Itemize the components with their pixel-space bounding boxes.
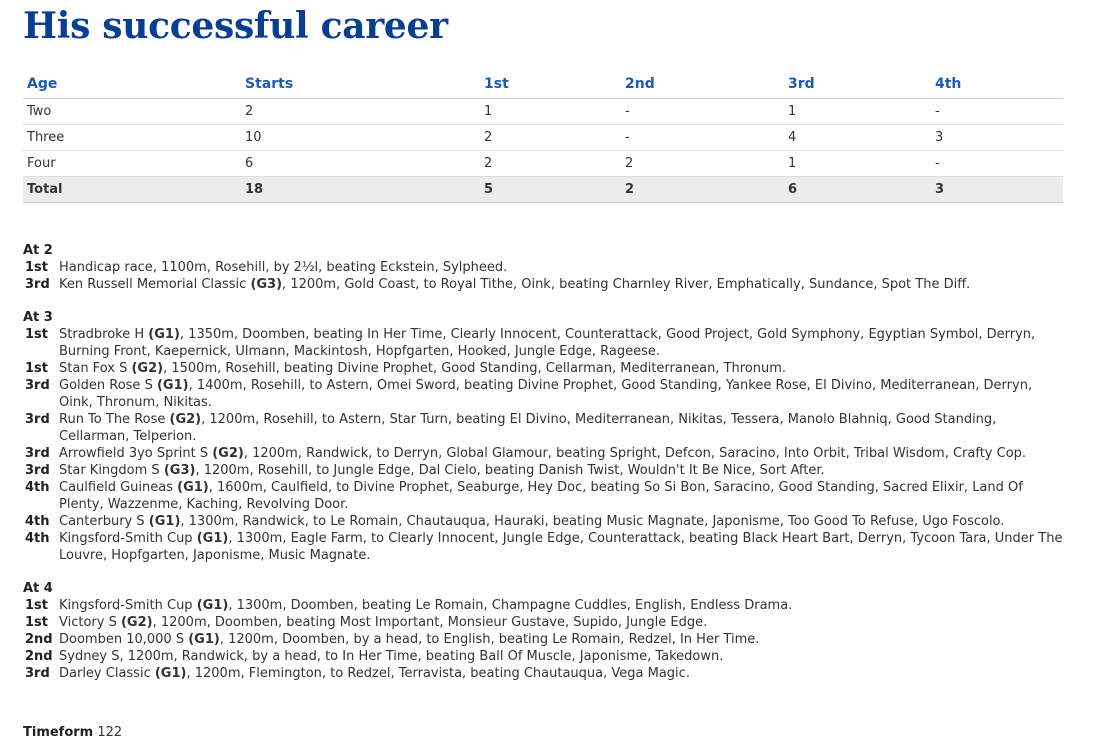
race-entry [23, 377, 1063, 411]
table-row [23, 99, 1063, 125]
timeform-rating [23, 724, 122, 741]
cell-2nd: - [621, 125, 784, 151]
table-row [23, 151, 1063, 177]
race-description: Ken Russell Memorial Classic (G3), 1200m, Gold Coast, to Royal Tithe, Oink, beating Charnley River, Emphatically, Sundance, Spot The Diff. [59, 277, 971, 292]
race-grade: (G2) [120, 615, 153, 630]
race-description: Star Kingdom S (G3), 1200m, Rosehill, to Jungle Edge, Dal Cielo, beating Danish Twist, Wouldn't It Be Nice, Sort After. [59, 463, 825, 478]
cell-total-4th: 3 [931, 177, 1063, 203]
race-name: Sydney S [59, 649, 120, 664]
race-history [23, 242, 1063, 682]
race-details: 1300m, Randwick, to Le Romain, Chautauqua, Hauraki, beating Music Magnate, Japonisme, Too Good To Refuse, Ugo Foscolo. [188, 514, 1005, 529]
cell-3rd: 1 [784, 151, 931, 177]
age-section [23, 580, 1063, 682]
race-details: 1350m, Doomben, beating In Her Time, Clearly Innocent, Counterattack, Good Project, Gold Symphony, Egyptian Symbol, Derryn, Burning Front, Kaepernick, Ulmann, Mackintosh, Hopfgarten, Hooked, Jungle Edge, Rageese. [59, 327, 1036, 359]
header-2nd: 2nd [621, 70, 784, 99]
race-details: 1200m, Randwick, to Derryn, Global Glamour, beating Spright, Defcon, Saracino, Into Orbit, Tribal Wisdom, Crafty Cop. [252, 446, 1027, 461]
race-grade: (G1) [196, 598, 229, 613]
cell-3rd: 1 [784, 99, 931, 125]
race-entry [23, 411, 1063, 445]
race-grade: (G3) [250, 277, 283, 292]
race-name: Stradbroke H [59, 327, 145, 342]
page-title: His successful career [23, 5, 448, 47]
race-name: Victory S [59, 615, 117, 630]
race-place: 1st [25, 327, 48, 342]
header-4th: 4th [931, 70, 1063, 99]
cell-age: Four [23, 151, 241, 177]
race-entry [23, 276, 1063, 293]
career-record-table [23, 70, 1063, 203]
race-entry [23, 530, 1063, 564]
race-details: 1200m, Doomben, by a head, to English, beating Le Romain, Redzel, In Her Time. [228, 632, 760, 647]
race-description: Kingsford-Smith Cup (G1), 1300m, Eagle Farm, to Clearly Innocent, Jungle Edge, Counterattack, beating Black Heart Bart, Derryn, Tycoon Tara, Under The Louvre, Hopfgarten, Japonisme, Music Magnate. [59, 531, 1063, 563]
race-description: Handicap race, 1100m, Rosehill, by 2½l, beating Eckstein, Sylpheed. [59, 260, 508, 275]
race-entry [23, 631, 1063, 648]
career-page [23, 0, 1063, 682]
cell-starts: 2 [241, 99, 480, 125]
age-heading: At 2 [23, 243, 53, 258]
header-age: Age [23, 70, 241, 99]
cell-4th: - [931, 99, 1063, 125]
race-details: 1200m, Rosehill, to Jungle Edge, Dal Cielo, beating Danish Twist, Wouldn't It Be Nice, Sort After. [203, 463, 825, 478]
race-place: 1st [25, 615, 48, 630]
race-details: 1300m, Doomben, beating Le Romain, Champagne Cuddles, English, Endless Drama. [236, 598, 793, 613]
race-place: 1st [25, 598, 48, 613]
cell-4th: 3 [931, 125, 1063, 151]
race-entry [23, 462, 1063, 479]
race-grade: (G2) [212, 446, 244, 461]
race-entry [23, 259, 1063, 276]
race-entry [23, 360, 1063, 377]
header-starts: Starts [241, 70, 480, 99]
cell-total-label: Total [23, 177, 241, 203]
race-description: Stan Fox S (G2), 1500m, Rosehill, beating Divine Prophet, Good Standing, Cellarman, Mediterranean, Thronum. [59, 361, 787, 376]
race-name: Handicap race [59, 260, 153, 275]
cell-4th: - [931, 151, 1063, 177]
race-place: 4th [25, 514, 50, 529]
race-place: 1st [25, 361, 48, 376]
race-name: Arrowfield 3yo Sprint S [59, 446, 209, 461]
race-details: 1100m, Rosehill, by 2½l, beating Eckstein, Sylpheed. [161, 260, 508, 275]
race-entry [23, 445, 1063, 462]
table-header-row [23, 70, 1063, 99]
race-grade: (G2) [131, 361, 164, 376]
header-1st: 1st [480, 70, 621, 99]
race-name: Caulfield Guineas [59, 480, 173, 495]
timeform-label: Timeform [23, 725, 94, 740]
race-entry [23, 326, 1063, 360]
cell-2nd: - [621, 99, 784, 125]
race-grade: (G1) [154, 666, 187, 681]
race-name: Kingsford-Smith Cup [59, 598, 193, 613]
cell-total-3rd: 6 [784, 177, 931, 203]
race-place: 2nd [25, 649, 53, 664]
race-name: Ken Russell Memorial Classic [59, 277, 247, 292]
race-description: Stradbroke H (G1), 1350m, Doomben, beating In Her Time, Clearly Innocent, Counterattack, Good Project, Gold Symphony, Egyptian Symbol, Derryn, Burning Front, Kaepernick, Ulmann, Mackintosh, Hopfgarten, Hooked, Jungle Edge, Rageese. [59, 327, 1036, 359]
cell-total-starts: 18 [241, 177, 480, 203]
race-description: Run To The Rose (G2), 1200m, Rosehill, to Astern, Star Turn, beating El Divino, Mediterranean, Nikitas, Tessera, Manolo Blahniq, Good Standing, Cellarman, Telperion. [59, 412, 997, 444]
race-entry [23, 597, 1063, 614]
race-description: Arrowfield 3yo Sprint S (G2), 1200m, Randwick, to Derryn, Global Glamour, beating Spright, Defcon, Saracino, Into Orbit, Tribal Wisdom, Crafty Cop. [59, 446, 1027, 461]
cell-3rd: 4 [784, 125, 931, 151]
race-description: Victory S (G2), 1200m, Doomben, beating Most Important, Monsieur Gustave, Supido, Jungle Edge. [59, 615, 708, 630]
race-grade: (G1) [196, 531, 229, 546]
race-details: 1500m, Rosehill, beating Divine Prophet, Good Standing, Cellarman, Mediterranean, Thronum. [171, 361, 787, 376]
race-description: Sydney S, 1200m, Randwick, by a head, to In Her Time, beating Ball Of Muscle, Japonisme, Takedown. [59, 649, 724, 664]
cell-age: Two [23, 99, 241, 125]
race-name: Darley Classic [59, 666, 151, 681]
race-place: 4th [25, 480, 50, 495]
race-details: 1300m, Eagle Farm, to Clearly Innocent, Jungle Edge, Counterattack, beating Black Heart Bart, Derryn, Tycoon Tara, Under The Louvre, Hopfgarten, Japonisme, Music Magnate. [59, 531, 1063, 563]
age-heading: At 4 [23, 581, 53, 596]
cell-1st: 2 [480, 151, 621, 177]
race-grade: (G1) [148, 327, 180, 342]
race-place: 3rd [25, 666, 50, 681]
race-place: 3rd [25, 378, 50, 393]
race-name: Stan Fox S [59, 361, 128, 376]
race-description: Kingsford-Smith Cup (G1), 1300m, Doomben, beating Le Romain, Champagne Cuddles, English, Endless Drama. [59, 598, 793, 613]
race-name: Kingsford-Smith Cup [59, 531, 193, 546]
race-name: Star Kingdom S [59, 463, 160, 478]
timeform-value: 122 [97, 725, 123, 740]
race-entry [23, 479, 1063, 513]
cell-starts: 6 [241, 151, 480, 177]
race-name: Doomben 10,000 S [59, 632, 185, 647]
cell-2nd: 2 [621, 151, 784, 177]
race-place: 1st [25, 260, 48, 275]
race-grade: (G1) [188, 632, 220, 647]
race-entry [23, 513, 1063, 530]
race-name: Golden Rose S [59, 378, 153, 393]
race-grade: (G1) [148, 514, 181, 529]
race-place: 3rd [25, 463, 50, 478]
race-place: 3rd [25, 412, 50, 427]
cell-total-2nd: 2 [621, 177, 784, 203]
race-grade: (G2) [169, 412, 202, 427]
race-details: 1200m, Randwick, by a head, to In Her Time, beating Ball Of Muscle, Japonisme, Takedown. [127, 649, 724, 664]
race-details: 1400m, Rosehill, to Astern, Omei Sword, beating Divine Prophet, Good Standing, Yankee Rose, El Divino, Mediterranean, Derryn, Oink, Thronum, Nikitas. [59, 378, 1033, 410]
race-details: 1200m, Flemington, to Redzel, Terravista, beating Chautauqua, Vega Magic. [194, 666, 690, 681]
race-entry [23, 648, 1063, 665]
race-place: 3rd [25, 446, 50, 461]
age-heading: At 3 [23, 310, 53, 325]
table-row [23, 125, 1063, 151]
race-grade: (G1) [156, 378, 189, 393]
race-grade: (G3) [163, 463, 196, 478]
race-details: 1600m, Caulfield, to Divine Prophet, Seaburge, Hey Doc, beating So Si Bon, Saracino, Good Standing, Sacred Elixir, Land Of Plenty, Wazzenme, Kaching, Revolving Door. [59, 480, 1023, 512]
race-place: 2nd [25, 632, 53, 647]
cell-total-1st: 5 [480, 177, 621, 203]
header-3rd: 3rd [784, 70, 931, 99]
age-section [23, 309, 1063, 564]
race-description: Caulfield Guineas (G1), 1600m, Caulfield, to Divine Prophet, Seaburge, Hey Doc, beating So Si Bon, Saracino, Good Standing, Sacred Elixir, Land Of Plenty, Wazzenme, Kaching, Revolving Door. [59, 480, 1023, 512]
cell-starts: 10 [241, 125, 480, 151]
race-description: Doomben 10,000 S (G1), 1200m, Doomben, by a head, to English, beating Le Romain, Redzel, In Her Time. [59, 632, 760, 647]
race-details: 1200m, Doomben, beating Most Important, Monsieur Gustave, Supido, Jungle Edge. [160, 615, 708, 630]
race-place: 3rd [25, 277, 50, 292]
race-name: Run To The Rose [59, 412, 166, 427]
cell-age: Three [23, 125, 241, 151]
race-entry [23, 665, 1063, 682]
race-place: 4th [25, 531, 50, 546]
race-details: 1200m, Gold Coast, to Royal Tithe, Oink, beating Charnley River, Emphatically, Sundance, Spot The Diff. [290, 277, 971, 292]
table-total-row [23, 177, 1063, 203]
cell-1st: 1 [480, 99, 621, 125]
race-entry [23, 614, 1063, 631]
race-grade: (G1) [177, 480, 209, 495]
race-description: Canterbury S (G1), 1300m, Randwick, to Le Romain, Chautauqua, Hauraki, beating Music Magnate, Japonisme, Too Good To Refuse, Ugo Foscolo. [59, 514, 1005, 529]
race-description: Darley Classic (G1), 1200m, Flemington, to Redzel, Terravista, beating Chautauqua, Vega Magic. [59, 666, 690, 681]
race-details: 1200m, Rosehill, to Astern, Star Turn, beating El Divino, Mediterranean, Nikitas, Tessera, Manolo Blahniq, Good Standing, Cellarman, Telperion. [59, 412, 997, 444]
age-section [23, 242, 1063, 293]
cell-1st: 2 [480, 125, 621, 151]
race-description: Golden Rose S (G1), 1400m, Rosehill, to Astern, Omei Sword, beating Divine Prophet, Good Standing, Yankee Rose, El Divino, Mediterranean, Derryn, Oink, Thronum, Nikitas. [59, 378, 1033, 410]
race-name: Canterbury S [59, 514, 145, 529]
